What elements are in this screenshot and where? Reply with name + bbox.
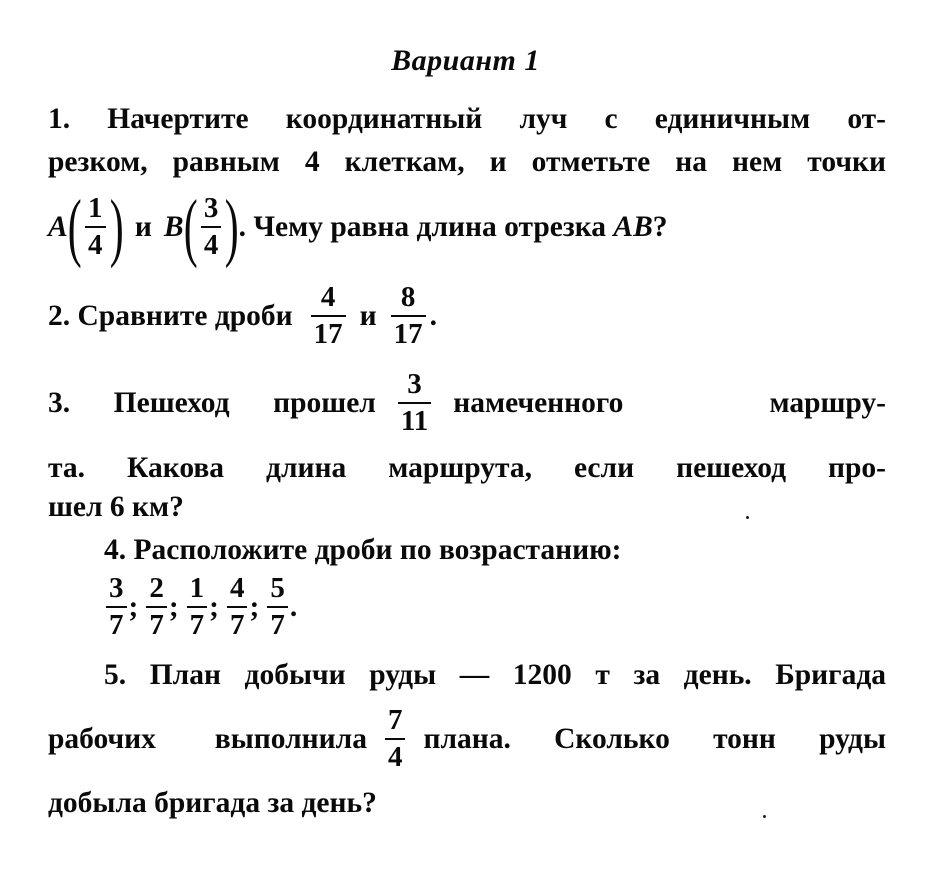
task5-suffix: плана. Сколько тонн руды <box>423 723 886 755</box>
task4-fraction <box>146 574 167 640</box>
separator: ; <box>249 591 260 623</box>
task3-line2: та. Какова длина маршрута, если пешеход про- <box>48 452 886 484</box>
fraction-denominator: 4 <box>203 229 219 261</box>
fraction-denominator: 17 <box>393 318 423 350</box>
close-paren: ) <box>225 185 239 269</box>
fraction-numerator: 3 <box>201 194 222 228</box>
point-b-label: B <box>163 211 184 243</box>
point-b-fraction <box>201 194 222 260</box>
task3-line1 <box>48 362 886 444</box>
fraction-numerator: 2 <box>146 574 167 608</box>
separator: ; <box>168 591 179 623</box>
open-paren: ( <box>183 185 198 269</box>
conjunction: и <box>359 300 377 332</box>
point-a-fraction <box>85 194 106 260</box>
task1-line3 <box>48 186 886 268</box>
segment-label: AB <box>613 211 653 243</box>
fraction-numerator: 1 <box>85 194 106 228</box>
task4-fraction <box>267 574 288 640</box>
separator: ; <box>209 591 219 623</box>
task2-line <box>48 276 886 356</box>
fraction-denominator: 7 <box>149 609 164 641</box>
open-paren: ( <box>67 185 82 269</box>
scan-speck <box>763 815 766 818</box>
question-mark: ? <box>652 211 668 243</box>
period: . <box>289 591 298 623</box>
task4-fraction <box>227 574 248 640</box>
task1-line2: резком, равным 4 клеткам, и отметьте на нем точки <box>48 146 886 178</box>
task3-suffix: намеченного маршру- <box>453 387 886 419</box>
task1-question: . Чему равна длина отрезка <box>238 211 614 243</box>
fraction-numerator: 3 <box>106 574 127 608</box>
period: . <box>429 300 438 332</box>
task5-line3: добыла бригада за день? <box>48 787 377 819</box>
fraction-denominator: 7 <box>109 609 124 641</box>
task1-line1: 1. Начертите координатный луч с единичным от- <box>48 103 886 135</box>
task5-fraction <box>385 706 406 772</box>
fraction-denominator: 7 <box>270 609 285 641</box>
task3-prefix: 3. Пешеход прошел <box>48 387 376 419</box>
task3-fraction <box>398 370 431 436</box>
fraction-numerator: 7 <box>385 706 406 740</box>
fraction-denominator: 11 <box>400 405 429 437</box>
fraction-denominator: 7 <box>229 609 245 641</box>
task2-fraction-1 <box>311 283 346 349</box>
task2-fraction-2 <box>391 283 426 349</box>
task5-line1: 5. План добычи руды — 1200 т за день. Бригада <box>104 659 886 691</box>
fraction-numerator: 8 <box>391 283 426 317</box>
fraction-numerator: 4 <box>311 283 346 317</box>
task5-line2 <box>48 698 886 780</box>
task5-prefix: рабочих выполнила <box>48 723 367 755</box>
variant-title: Вариант 1 <box>391 44 540 77</box>
task3-line3: шел 6 км? <box>48 491 184 523</box>
task4-text: 4. Расположите дроби по возрастанию: <box>104 534 622 566</box>
fraction-denominator: 17 <box>313 318 343 350</box>
task4-fraction <box>187 574 208 640</box>
fraction-numerator: 5 <box>267 574 288 608</box>
fraction-numerator: 1 <box>187 574 208 608</box>
task2-prefix: 2. Сравните дроби <box>48 300 293 332</box>
fraction-numerator: 4 <box>227 574 248 608</box>
point-a-label: A <box>48 211 68 243</box>
conjunction: и <box>134 211 152 243</box>
fraction-numerator: 3 <box>398 370 431 404</box>
fraction-denominator: 4 <box>88 229 103 261</box>
fraction-denominator: 7 <box>189 609 205 641</box>
task4-fraction-list <box>104 566 504 648</box>
scan-speck <box>746 516 749 519</box>
separator: ; <box>128 591 139 623</box>
close-paren: ) <box>109 185 124 269</box>
fraction-denominator: 4 <box>387 741 403 773</box>
task4-fraction <box>106 574 127 640</box>
